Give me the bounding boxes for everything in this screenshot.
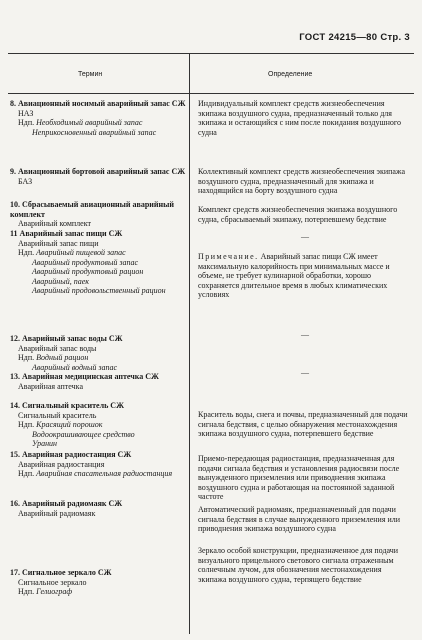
dash-13: — [301, 368, 309, 377]
ndp-term: Аварийный пищевой запас [36, 248, 126, 257]
definition-14: Краситель воды, снега и почвы, предназначенный для подачи сигнала бедствия, с целью обнаружения местонахождения экипажа воздушного судна, потерпевшего бедствие [198, 410, 408, 438]
term-11 [10, 229, 188, 296]
definition-15: Приемо-передающая радиостанция, предназначенная для подачи сигнала бедствия и установления радиосвязи после вынужденного приземления или приводнения экипажа воздушного судна и работающая на постоянной заданной частоте [198, 454, 400, 501]
term-synonym: Аварийная радиостанция [18, 459, 105, 469]
term-abbr: НАЗ [18, 108, 34, 118]
ndp-term: Аварийный продовольственный рацион [32, 286, 166, 295]
table-header-rule [8, 93, 414, 94]
term-title: 10. Сбрасываемый авиационный аварийный комплект [10, 200, 174, 219]
term-synonym: Аварийный запас пищи [18, 238, 99, 248]
term-title: 9. Авиационный бортовой аварийный запас СЖ [10, 167, 186, 176]
ndp-label: Ндп. [18, 587, 35, 596]
note-text: Аварийный запас пищи СЖ имеет максимальную калорийность при минимальных массе и объеме, не требует кулинарной обработки, хорошо сохраняется длительное время в любых климатических условиях [198, 252, 390, 299]
definition-8: Индивидуальный комплект средств жизнеобеспечения экипажа воздушного судна, предназначенный только для экипажа и остающийся с ним после покидания воздушного судна [198, 99, 402, 137]
ndp-term: Водоокрашивающее средство [32, 429, 135, 439]
term-13 [10, 372, 188, 391]
term-9 [10, 167, 188, 186]
term-title: 15. Аварийная радиостанция СЖ [10, 450, 132, 459]
ndp-term: Гелиограф [36, 587, 73, 596]
ndp-term: Красящий порошок [36, 420, 103, 429]
term-synonym: Аварийный комплект [18, 219, 91, 228]
ndp-label: Ндп. [18, 353, 35, 362]
note-label: Примечание. [198, 252, 259, 261]
ndp-label: Ндп. [18, 248, 35, 257]
column-header-term: Термин [78, 71, 103, 78]
term-14 [10, 401, 188, 449]
term-title: 16. Аварийный радиомаяк СЖ [10, 499, 123, 508]
term-12 [10, 334, 188, 372]
definition-17: Зеркало особой конструкции, предназначенное для подачи визуального прицельного светового сигнала отраженным солнечным лучом, для обозначения местонахождения экипажа воздушного судна, терпящего бедствие [198, 546, 399, 584]
term-title: 14. Сигнальный краситель СЖ [10, 401, 124, 410]
term-8 [10, 99, 188, 137]
ndp-term: Аварийный продуктовый запас [32, 257, 139, 267]
ndp-label: Ндп. [18, 118, 35, 127]
page-number: Стр. 3 [380, 32, 410, 43]
term-synonym: Сигнальный краситель [18, 410, 97, 420]
term-synonym: Аварийный радиомаяк [18, 508, 96, 518]
term-title: 11 Аварийный запас пищи СЖ [10, 229, 123, 238]
term-synonym: Аварийная аптечка [18, 381, 83, 391]
ndp-term: Неприкосновенный аварийный запас [32, 127, 157, 137]
term-10 [10, 200, 188, 229]
term-title: 8. Авиационный носимый аварийный запас СЖ [10, 99, 186, 108]
note-11 [198, 252, 412, 300]
ndp-label: Ндп. [18, 420, 35, 429]
term-title: 13. Аварийная медицинская аптечка СЖ [10, 372, 159, 381]
ndp-term: Аварийная спасательная радиостанция [36, 469, 173, 478]
term-synonym: Аварийный запас воды [18, 343, 97, 353]
column-header-definition: Определение [268, 71, 313, 78]
ndp-term: Аварийный продуктовый рацион [32, 267, 144, 276]
definition-9: Коллективный комплект средств жизнеобеспечения экипажа воздушного судна, предназначенный для экипажа и находящийся на борту воздушного судна [198, 167, 406, 195]
column-divider [189, 53, 190, 634]
definition-16: Автоматический радиомаяк, предназначенный для подачи сигнала бедствия в случае вынужденного приземления или приводнения экипажа воздушного судна [198, 505, 401, 533]
standard-number: ГОСТ 24215—80 [299, 32, 378, 43]
term-title: 12. Аварийный запас воды СЖ [10, 334, 123, 343]
ndp-term: Аварийный водный запас [32, 362, 118, 372]
table-top-rule [8, 53, 414, 54]
term-title: 17. Сигнальное зеркало СЖ [10, 568, 112, 577]
term-15 [10, 450, 188, 479]
definition-10: Комплект средств жизнеобеспечения экипажа воздушного судна, сбрасываемый экипажу, потерпевшему бедствие [198, 205, 398, 224]
term-17 [10, 568, 188, 597]
ndp-term: Необходимый аварийный запас [36, 118, 143, 127]
dash-11: — [301, 232, 309, 241]
term-abbr: БАЗ [18, 176, 33, 186]
ndp-term: Аварийный, паек [32, 276, 89, 286]
ndp-label: Ндп. [18, 469, 35, 478]
term-synonym: Сигнальное зеркало [18, 577, 87, 587]
ndp-term: Водный рацион [36, 353, 89, 362]
ndp-term: Уранин [32, 439, 57, 448]
dash-12: — [301, 330, 309, 339]
term-16 [10, 499, 188, 518]
page-header [299, 32, 410, 43]
